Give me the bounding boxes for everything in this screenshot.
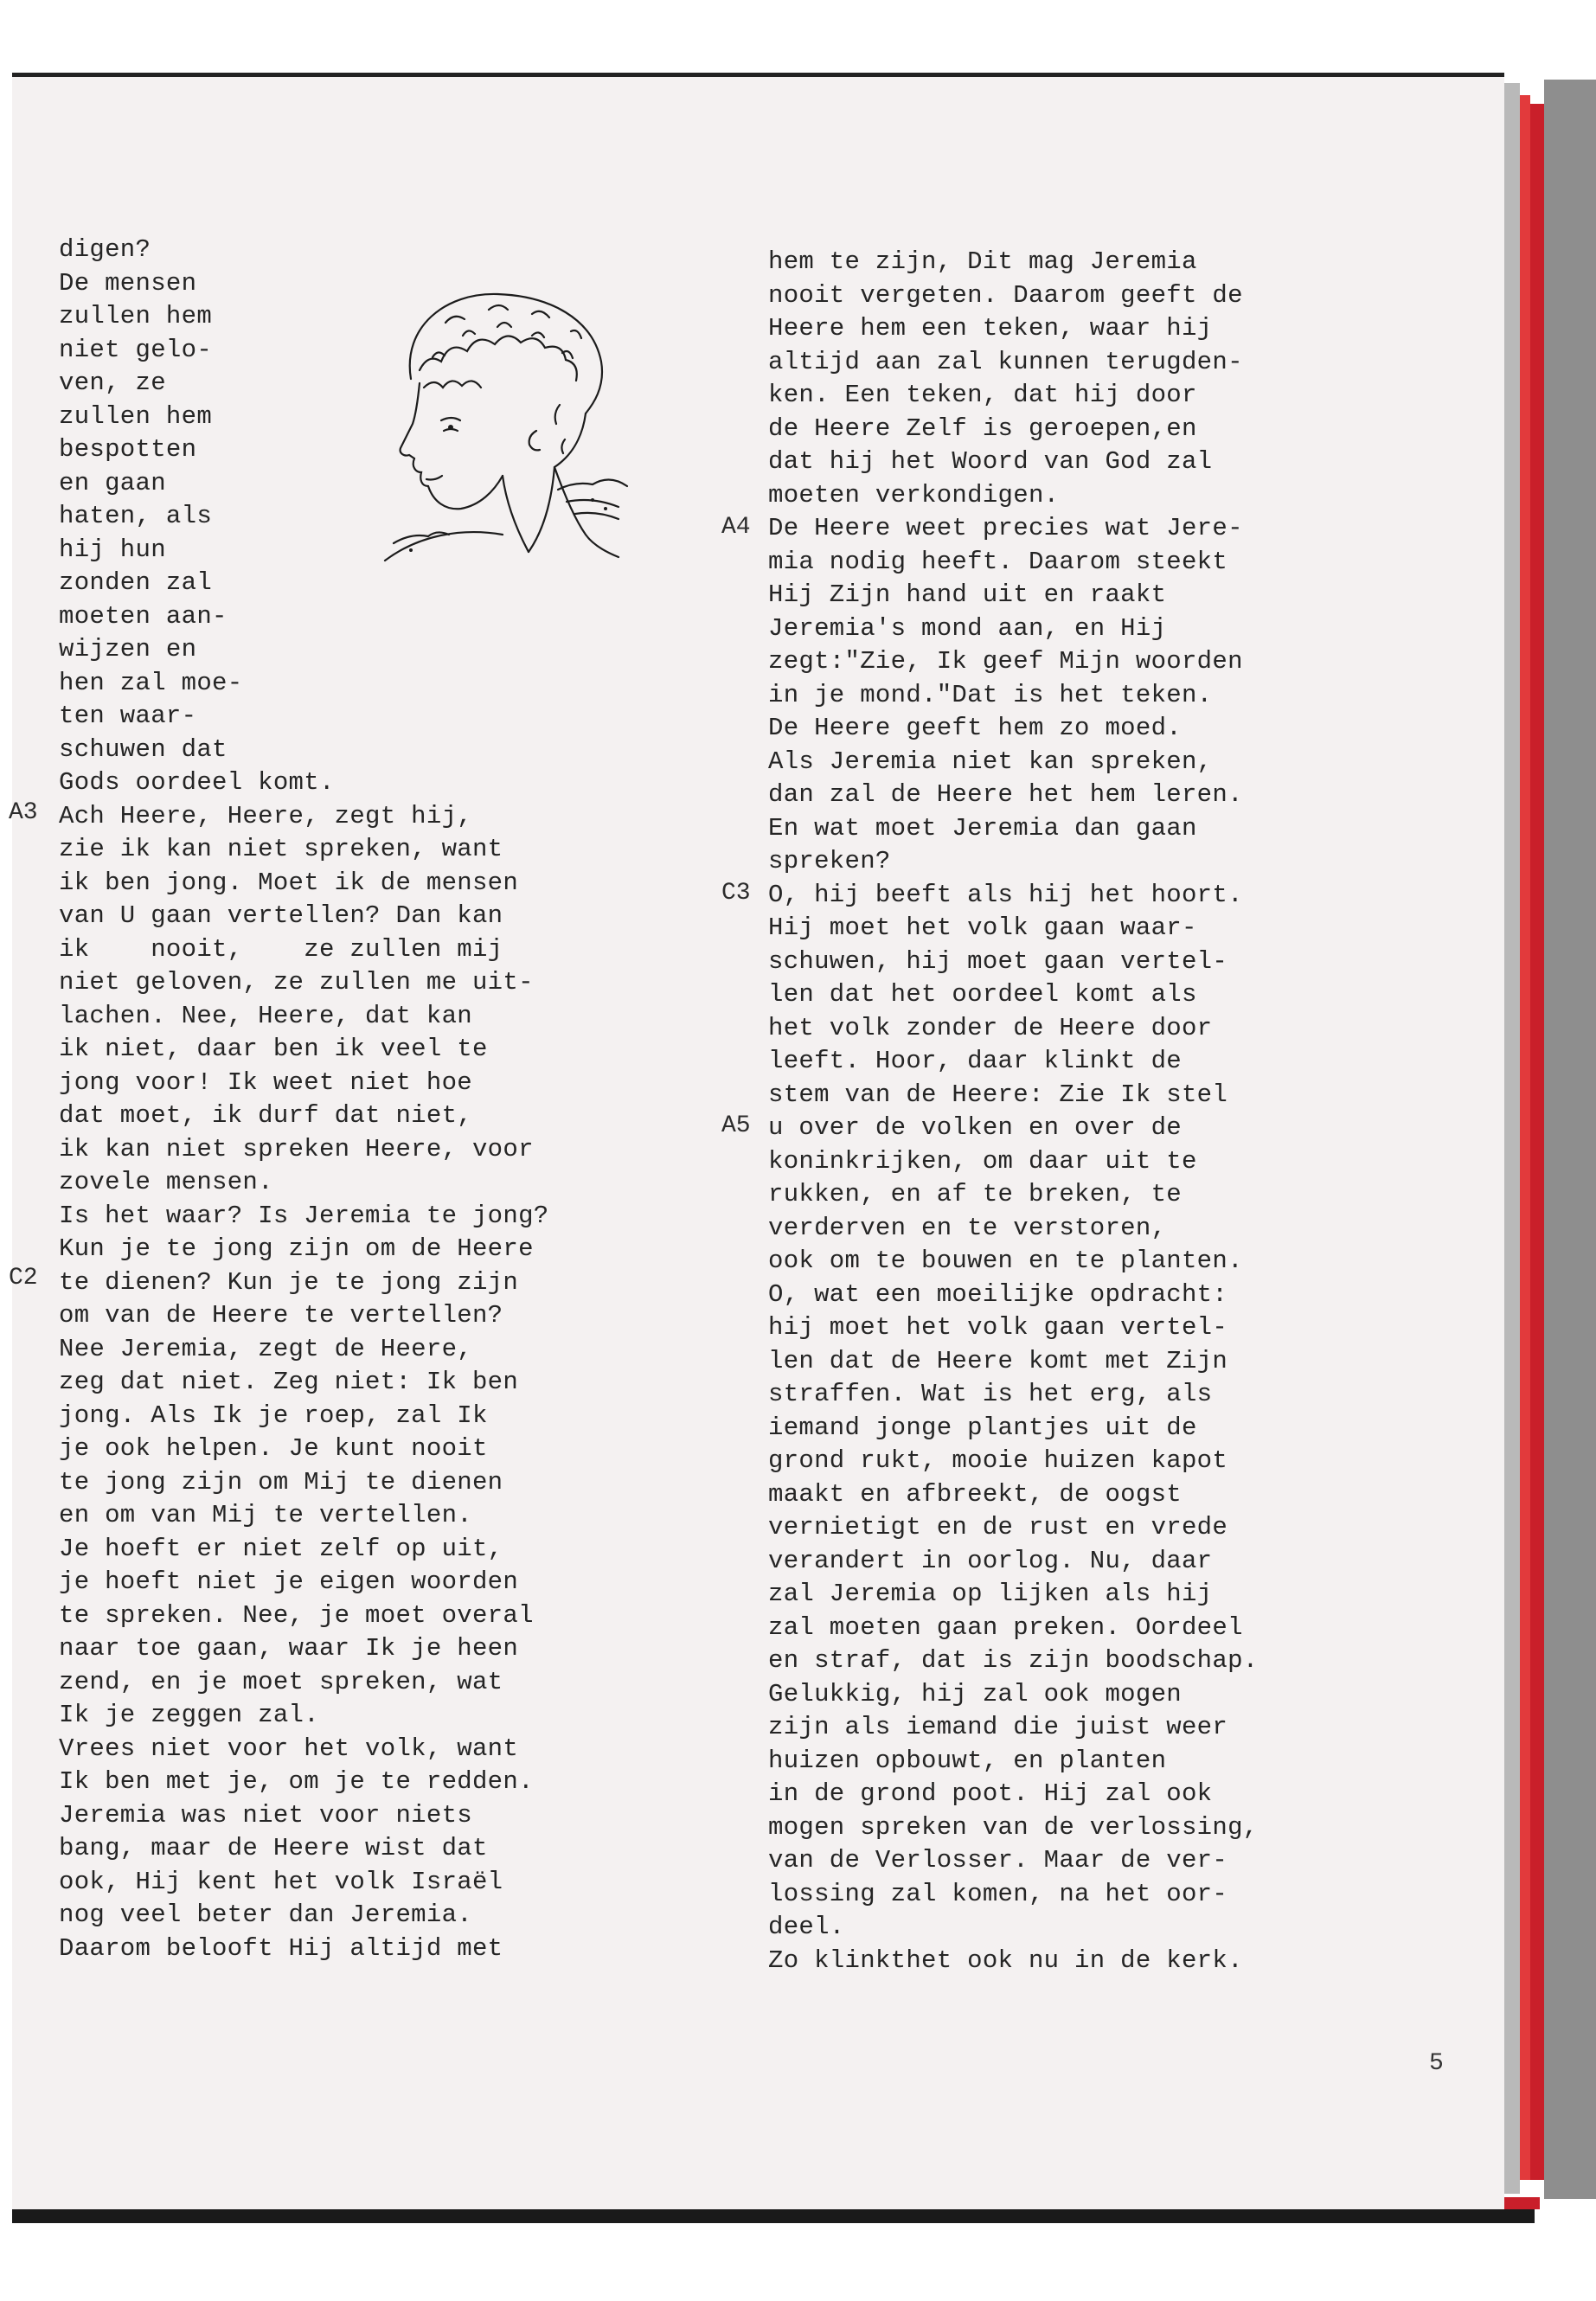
text-line: Ach Heere, Heere, zegt hij,: [59, 801, 472, 830]
text-line: ik niet, daar ben ik veel te: [59, 1035, 488, 1063]
margin-marker-c3: C3: [721, 880, 751, 907]
margin-marker-a5: A5: [721, 1112, 751, 1139]
text-line: straffen. Wat is het erg, als: [768, 1380, 1213, 1408]
text-line: leeft. Hoor, daar klinkt de: [768, 1047, 1182, 1075]
text-line: zullen hem: [59, 401, 213, 431]
text-line: iemand jonge plantjes uit de: [768, 1413, 1197, 1442]
text-line: en gaan: [59, 468, 166, 497]
text-line: naar toe gaan, waar Ik je heen: [59, 1634, 519, 1663]
text-line: Kun je te jong zijn om de Heere: [59, 1234, 534, 1263]
text-line: het volk zonder de Heere door: [768, 1013, 1213, 1042]
text-line: De Heere geeft hem zo moed.: [768, 714, 1182, 742]
text-line: zal moeten gaan preken. Oordeel: [768, 1612, 1243, 1642]
text-line: Zo klinkthet ook nu in de kerk.: [768, 1945, 1243, 1975]
text-line: nooit vergeten. Daarom geeft de: [768, 280, 1243, 310]
book-cover-edge: [1544, 80, 1596, 2199]
text-line: Is het waar? Is Jeremia te jong?: [59, 1201, 549, 1230]
text-line: vernietigt en de rust en vrede: [768, 1513, 1228, 1541]
text-line: de Heere Zelf is geroepen,en: [768, 413, 1197, 443]
page-number: 5: [1429, 2050, 1444, 2077]
text-line: O, wat een moeilijke opdracht:: [768, 1279, 1228, 1309]
text-line: en straf, dat is zijn boodschap.: [768, 1646, 1259, 1675]
text-line: Ik ben met je, om je te redden.: [59, 1767, 534, 1796]
text-line: ook om te bouwen en te planten.: [768, 1247, 1243, 1275]
text-line: zullen hem: [59, 302, 213, 330]
text-line: ven, ze: [59, 369, 166, 397]
text-line: zie ik kan niet spreken, want: [59, 835, 503, 863]
text-line: haten, als: [59, 502, 213, 530]
text-line: Hij moet het volk gaan waar-: [768, 913, 1197, 942]
text-line: van de Verlosser. Maar de ver-: [768, 1846, 1228, 1875]
text-line: dat hij het Woord van God zal: [768, 447, 1213, 476]
text-line: moeten verkondigen.: [768, 480, 1060, 510]
text-line: De mensen: [59, 268, 197, 298]
text-line: koninkrijken, om daar uit te: [768, 1146, 1197, 1176]
text-line: maakt en afbreekt, de oogst: [768, 1479, 1182, 1509]
text-line: zegt:"Zie, Ik geef Mijn woorden: [768, 647, 1243, 676]
text-line: O, hij beeft als hij het hoort.: [768, 880, 1243, 909]
text-line: van U gaan vertellen? Dan kan: [59, 901, 503, 930]
text-line: wijzen en: [59, 635, 197, 663]
text-line: len dat de Heere komt met Zijn: [768, 1346, 1228, 1375]
text-line: niet geloven, ze zullen me uit-: [59, 968, 534, 997]
text-line: schuwen, hij moet gaan vertel-: [768, 946, 1228, 976]
text-line: jong voor! Ik weet niet hoe: [59, 1067, 472, 1097]
text-line: u over de volken en over de: [768, 1113, 1182, 1142]
text-line: Jeremia was niet voor niets: [59, 1800, 472, 1830]
text-line: zonden zal: [59, 568, 213, 597]
book-cover-red-stripe-dark: [1530, 104, 1544, 2180]
text-line: lossing zal komen, na het oor-: [768, 1879, 1228, 1908]
text-line: hem te zijn, Dit mag Jeremia: [768, 247, 1197, 276]
margin-marker-a4: A4: [721, 514, 751, 541]
text-line: ten waar-: [59, 702, 197, 730]
text-line: zend, en je moet spreken, wat: [59, 1667, 503, 1696]
text-line: len dat het oordeel komt als: [768, 980, 1197, 1009]
text-line: in de grond poot. Hij zal ook: [768, 1779, 1213, 1808]
text-line: Je hoeft er niet zelf op uit,: [59, 1534, 503, 1563]
text-line: bespotten: [59, 435, 197, 464]
text-line: De Heere weet precies wat Jere-: [768, 514, 1243, 542]
margin-marker-a3: A3: [9, 799, 38, 826]
text-line: ik ben jong. Moet ik de mensen: [59, 868, 519, 897]
text-line: je hoeft niet je eigen woorden: [59, 1567, 519, 1596]
text-line: schuwen dat: [59, 734, 228, 764]
margin-marker-c2: C2: [9, 1265, 38, 1292]
text-line: Vrees niet voor het volk, want: [59, 1734, 519, 1763]
text-line: Gods oordeel komt.: [59, 768, 335, 797]
scan-top-margin: [0, 0, 1596, 73]
text-line: niet gelo-: [59, 335, 213, 364]
text-line: deel.: [768, 1913, 845, 1941]
text-line: Ik je zeggen zal.: [59, 1701, 319, 1729]
text-line: digen?: [59, 235, 151, 264]
text-line: hen zal moe-: [59, 668, 243, 697]
text-line: jong. Als Ik je roep, zal Ik: [59, 1400, 488, 1430]
text-line: zovele mensen.: [59, 1168, 273, 1196]
text-line: om van de Heere te vertellen?: [59, 1301, 503, 1330]
text-line: ik nooit, ze zullen mij: [59, 934, 503, 964]
text-line: ook, Hij kent het volk Israël: [59, 1867, 503, 1896]
text-line: verandert in oorlog. Nu, daar: [768, 1546, 1213, 1575]
book-spine-grey: [1504, 83, 1520, 2194]
text-line: Jeremia's mond aan, en Hij: [768, 613, 1167, 643]
text-line: Hij Zijn hand uit en raakt: [768, 580, 1167, 609]
text-line: verderven en te verstoren,: [768, 1213, 1167, 1242]
text-line: mogen spreken van de verlossing,: [768, 1812, 1259, 1842]
text-line: te jong zijn om Mij te dienen: [59, 1467, 503, 1497]
text-line: ken. Een teken, dat hij door: [768, 381, 1197, 409]
text-line: lachen. Nee, Heere, dat kan: [59, 1001, 472, 1030]
text-line: dat moet, ik durf dat niet,: [59, 1101, 472, 1130]
text-line: hij hun: [59, 535, 166, 564]
text-line: bang, maar de Heere wist dat: [59, 1834, 488, 1862]
page-top-edge: [12, 73, 1504, 77]
text-line: huizen opbouwt, en planten: [768, 1746, 1167, 1775]
text-line: hij moet het volk gaan vertel-: [768, 1313, 1228, 1342]
text-line: zeg dat niet. Zeg niet: Ik ben: [59, 1368, 519, 1396]
text-line: zijn als iemand die juist weer: [768, 1713, 1228, 1741]
text-line: rukken, en af te breken, te: [768, 1180, 1182, 1208]
text-line: zal Jeremia op lijken als hij: [768, 1580, 1213, 1608]
text-line: En wat moet Jeremia dan gaan: [768, 813, 1197, 843]
text-line: dan zal de Heere het hem leren.: [768, 780, 1243, 809]
text-line: mia nodig heeft. Daarom steekt: [768, 547, 1228, 576]
text-line: ik kan niet spreken Heere, voor: [59, 1134, 534, 1163]
text-line: grond rukt, mooie huizen kapot: [768, 1446, 1228, 1475]
text-line: Gelukkig, hij zal ook mogen: [768, 1679, 1182, 1708]
text-line: in je mond."Dat is het teken.: [768, 680, 1213, 709]
text-line: te spreken. Nee, je moet overal: [59, 1600, 534, 1630]
text-line: stem van de Heere: Zie Ik stel: [768, 1080, 1228, 1109]
text-line: je ook helpen. Je kunt nooit: [59, 1434, 488, 1463]
text-line: Daarom belooft Hij altijd met: [59, 1933, 503, 1963]
text-line: Nee Jeremia, zegt de Heere,: [59, 1334, 472, 1363]
text-line: nog veel beter dan Jeremia.: [59, 1900, 472, 1929]
text-line: moeten aan-: [59, 601, 228, 631]
text-line: en om van Mij te vertellen.: [59, 1501, 472, 1529]
text-line: te dienen? Kun je te jong zijn: [59, 1267, 519, 1297]
book-cover-red-stripe: [1520, 95, 1530, 2180]
text-line: Als Jeremia niet kan spreken,: [768, 747, 1213, 776]
jeremia-portrait-illustration: [359, 275, 657, 574]
text-line: spreken?: [768, 847, 891, 875]
text-line: Heere hem een teken, waar hij: [768, 314, 1213, 343]
text-line: altijd aan zal kunnen terugden-: [768, 347, 1243, 376]
right-text-column: [768, 246, 1259, 1977]
